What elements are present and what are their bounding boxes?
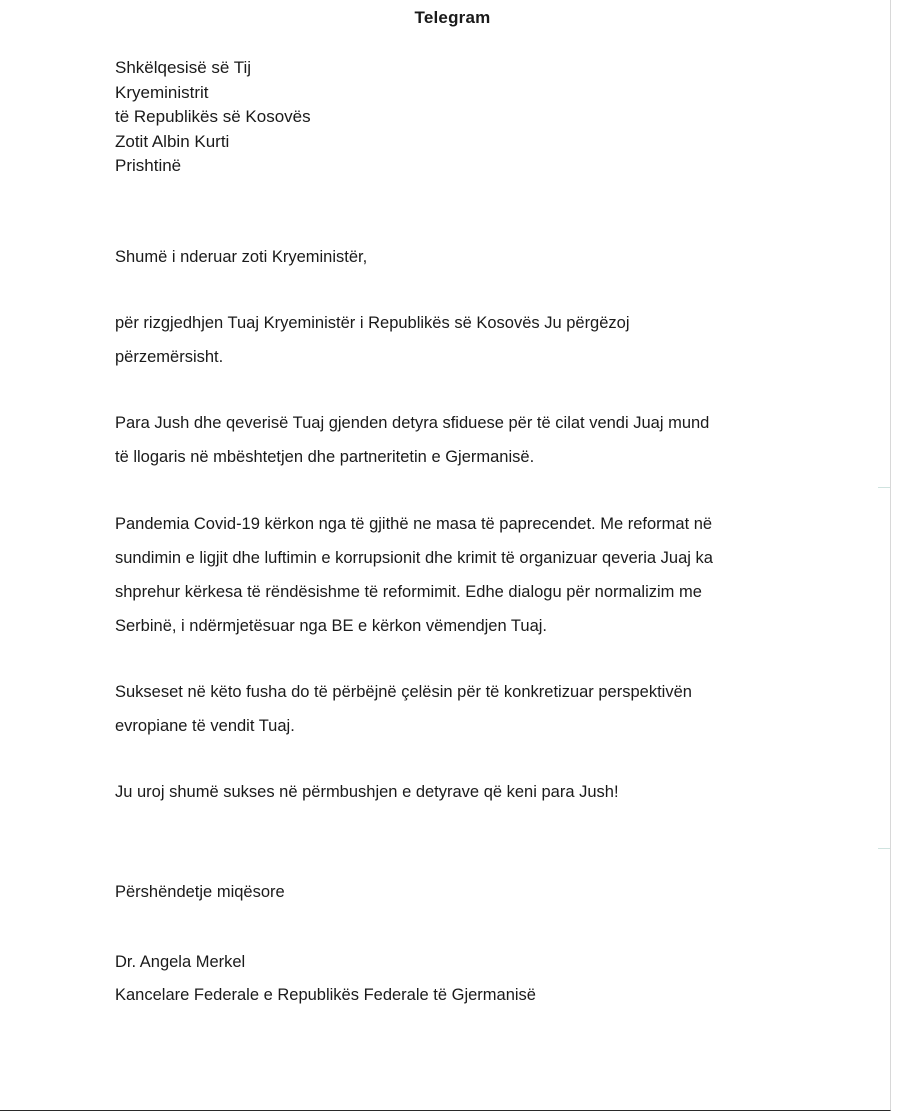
body-paragraph: Sukseset në këto fusha do të përbëjnë çelësin për të konkretizuar perspektivën evropiane të vendit Tuaj. [115, 683, 692, 735]
body-paragraph: Pandemia Covid-19 kërkon nga të gjithë ne masa të paprecendet. Me reformat në sundimin e ligjit dhe luftimin e korrupsionit dhe krimit të organizuar qeveria Juaj ka shprehur kërkesa të rëndësishme të reformimit. Edhe dialogu për normalizim me Serbinë, i ndërmjetësuar nga BE e kërkon vëmendjen Tuaj. [115, 515, 713, 635]
body-paragraph: Ju uroj shumë sukses në përmbushjen e detyrave që keni para Jush! [115, 783, 619, 801]
scan-mark [878, 487, 890, 488]
recipient-address [115, 56, 311, 179]
signatory-name: Dr. Angela Merkel [115, 953, 246, 971]
body-paragraph: Para Jush dhe qeverisë Tuaj gjenden detyra sfiduese për të cilat vendi Juaj mund të llogaris në mbështetjen dhe partneritetin e Gjermanisë. [115, 414, 710, 466]
closing: Përshëndetje miqësore [115, 883, 285, 901]
scan-mark [878, 848, 890, 849]
salutation: Shumë i nderuar zoti Kryeministër, [115, 248, 368, 266]
address-line: Shkëlqesisë së Tij [115, 58, 252, 77]
body-paragraph: për rizgjedhjen Tuaj Kryeministër i Republikës së Kosovës Ju përgëzoj përzemërsisht. [115, 314, 630, 366]
signature-block [115, 946, 536, 1012]
address-line: Zotit Albin Kurti [115, 131, 230, 151]
address-line: të Republikës së Kosovës [115, 107, 311, 126]
address-line: Prishtinë [115, 156, 182, 175]
signatory-position: Kancelare Federale e Republikës Federale të Gjermanisë [115, 986, 536, 1004]
document-title: Telegram [414, 8, 491, 27]
address-line: Kryeministrit [115, 82, 209, 102]
